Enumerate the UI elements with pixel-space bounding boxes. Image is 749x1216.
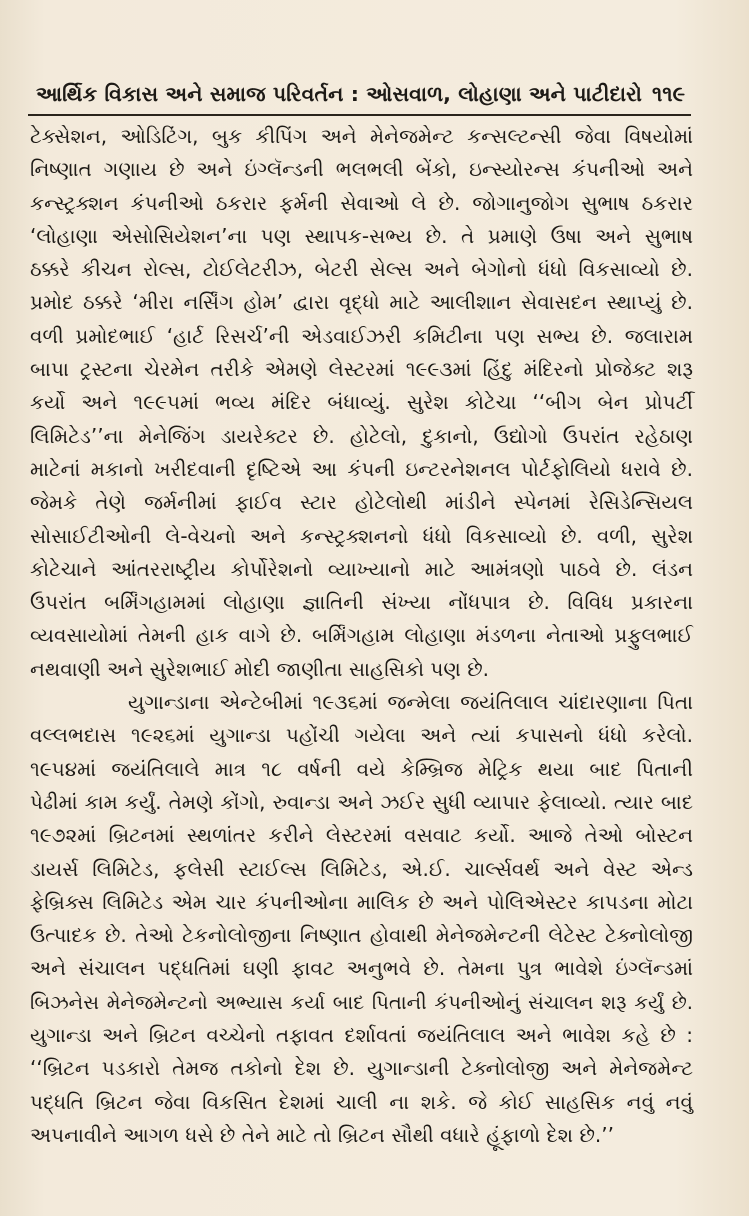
text-line: યુગાન્ડાના એન્ટેબીમાં ૧૯૩૬માં જન્મેલા જયંતિલાલ ચાંદારણાના પિતા <box>128 690 693 715</box>
text-line: નિષ્ણાત ગણાય છે અને ઇંગ્લૅન્ડની ભલભલી બેંકો, ઇન્સ્યોરન્સ કંપનીઓ અને <box>30 157 693 182</box>
text-line: નથવાણી અને સુરેશભાઈ મોદી જાણીતા સાહસિકો પણ છે. <box>30 656 490 681</box>
text-line: કર્યો અને ૧૯૯૫માં ભવ્ય મંદિર બંધાવ્યું. સુરેશ કોટેચા ‘‘બીગ બેન પ્રોપર્ટી <box>30 390 693 415</box>
text-line: ‘‘બ્રિટન પડકારો તેમજ તકોનો દેશ છે. યુગાન્ડાની ટેક્નોલોજી અને મેનેજમેન્ટ <box>30 1056 693 1081</box>
paragraph-1 <box>30 120 693 686</box>
text-line: અને સંચાલન પદ્ધતિમાં ઘણી ફાવટ અનુભવે છે. તેમના પુત્ર ભાવેશે ઇંગ્લૅન્ડમાં <box>30 956 693 981</box>
text-line: ૧૯૫૪માં જયંતિલાલે માત્ર ૧૮ વર્ષની વયે કેમ્બ્રિજ મેટ્રિક થયા બાદ પિતાની <box>30 756 693 781</box>
text-line: બિઝનેસ મેનેજમેન્ટનો અભ્યાસ કર્યા બાદ પિતાની કંપનીઓનું સંચાલન શરૂ કર્યું છે. <box>30 990 693 1014</box>
paragraph-2 <box>30 686 693 1152</box>
text-line: સોસાઈટીઓની લે-વેચનો અને કન્સ્ટ્રક્શનનો ધંધો વિકસાવ્યો છે. વળી, સુરેશ <box>30 523 693 548</box>
text-line: પદ્ધતિ બ્રિટન જેવા વિકસિત દેશમાં ચાલી ના શકે. જે કોઈ સાહસિક નવું નવું <box>30 1089 693 1114</box>
text-line: યુગાન્ડા અને બ્રિટન વચ્ચેનો તફાવત દર્શાવતાં જયંતિલાલ અને ભાવેશ કહે છે : <box>30 1023 693 1048</box>
text-line: પ્રમોદ ઠક્કરે ‘મીરા નર્સિંગ હોમ’ દ્વારા વૃદ્ધો માટે આલીશાન સેવાસદન સ્થાપ્યું છે. <box>30 290 693 315</box>
body-text <box>30 120 693 1152</box>
text-line: ઠક્કરે કીચન રોલ્સ, ટોઈલેટરીઝ, બેટરી સેલ્સ અને બેગોનો ધંધો વિકસાવ્યો છે. <box>30 257 693 282</box>
page-number: ૧૧૯ <box>651 82 685 106</box>
text-line: જેમકે તેણે જર્મનીમાં ફાઈવ સ્ટાર હોટેલોથી માંડીને સ્પેનમાં રેસિડેન્સિયલ <box>30 490 693 515</box>
text-line: વળી પ્રમોદભાઈ ‘હાર્ટ રિસર્ચ’ની એડવાઈઝરી કમિટીના પણ સભ્ય છે. જલારામ <box>30 323 693 348</box>
text-line: ઉત્પાદક છે. તેઓ ટેકનોલોજીના નિષ્ણાત હોવાથી મેનેજમેન્ટની લેટેસ્ટ ટેક્નોલોજી <box>30 923 693 948</box>
text-line: ઉપરાંત બર્મિંગહામમાં લોહાણા જ્ઞાતિની સંખ્યા નોંધપાત્ર છે. વિવિધ પ્રકારના <box>30 590 693 615</box>
text-line: માટેનાં મકાનો ખરીદવાની દૃષ્ટિએ આ કંપની ઇન્ટરનેશનલ પોર્ટફોલિયો ધરાવે છે. <box>30 456 693 481</box>
text-line: કન્સ્ટ્રક્શન કંપનીઓ ઠકરાર ફર્મની સેવાઓ લે છે. જોગાનુજોગ સુભાષ ઠકરાર <box>30 190 693 215</box>
text-line: ‘લોહાણા એસોસિયેશન’ના પણ સ્થાપક-સભ્ય છે. તે પ્રમાણે ઉષા અને સુભાષ <box>30 223 693 248</box>
text-line: વલ્લભદાસ ૧૯૨૬માં યુગાન્ડા પહોંચી ગયેલા અને ત્યાં કપાસનો ધંધો કરેલો. <box>30 723 693 748</box>
text-line: ટેક્સેશન, ઓડિટિંગ, બુક કીપિંગ અને મેનેજમેન્ટ કન્સલ્ટન્સી જેવા વિષયોમાં <box>30 124 693 148</box>
header-rule <box>28 114 691 116</box>
text-line: બાપા ટ્રસ્ટના ચેરમેન તરીકે એમણે લેસ્ટરમાં ૧૯૯૩માં હિંદુ મંદિરનો પ્રોજેક્ટ શરૂ <box>30 357 693 382</box>
text-line: ફેબ્રિક્સ લિમિટેડ એમ ચાર કંપનીઓના માલિક છે અને પોલિએસ્ટર કાપડના મોટા <box>30 889 693 914</box>
text-line: અપનાવીને આગળ ધસે છે તેને માટે તો બ્રિટન સૌથી વધારે હૂંફાળો દેશ છે.’’ <box>30 1122 614 1147</box>
running-header-title: આર્થિક વિકાસ અને સમાજ પરિવર્તન : ઓસવાળ, લોહાણા અને પાટીદારો <box>36 82 643 106</box>
text-line: લિમિટેડ’’ના મેનેજિંગ ડાયરેક્ટર છે. હોટેલો, દુકાનો, ઉદ્યોગો ઉપરાંત રહેઠાણ <box>30 423 693 448</box>
running-header <box>28 78 691 112</box>
text-line: કોટેચાને આંતરરાષ્ટ્રીય કોર્પોરેશનો વ્યાખ્યાનો માટે આમંત્રણો પાઠવે છે. લંડન <box>30 556 693 581</box>
text-line: ડાયર્સ લિમિટેડ, ફલેસી સ્ટાઈલ્સ લિમિટેડ, એ.ઈ. ચાર્લ્સવર્થ અને વેસ્ટ એન્ડ <box>30 856 693 881</box>
text-line: પેઢીમાં કામ કર્યું. તેમણે કોંગો, રુવાન્ડા અને ઝઈર સુધી વ્યાપાર ફેલાવ્યો. ત્યાર બાદ <box>30 789 693 814</box>
text-line: ૧૯૭૨માં બ્રિટનમાં સ્થળાંતર કરીને લેસ્ટરમાં વસવાટ કર્યો. આજે તેઓ બોસ્ટન <box>30 823 693 848</box>
text-line: વ્યવસાયોમાં તેમની હાક વાગે છે. બર્મિંગહામ લોહાણા મંડળના નેતાઓ પ્રફુલભાઈ <box>30 623 693 648</box>
